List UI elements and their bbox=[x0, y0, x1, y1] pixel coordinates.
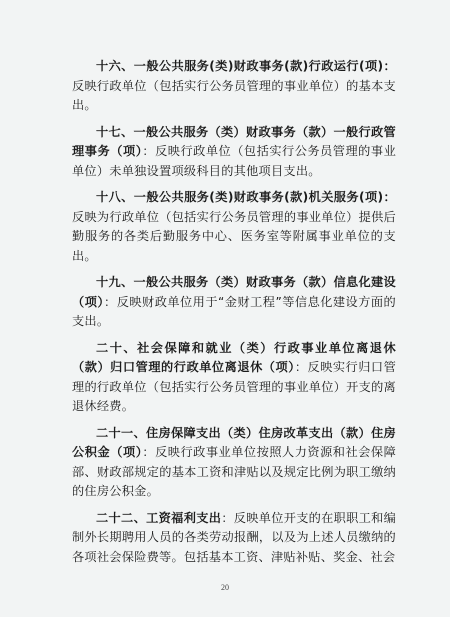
paragraph-16-text: 反映行政单位（包括实行公务员管理的事业单位）的基本支出。 bbox=[72, 78, 396, 112]
paragraph-21-text: ：反映行政事业单位按照人力资源和社会保障部、财政部规定的基本工资和津贴以及规定比例为职工缴纳的住房公积金。 bbox=[72, 445, 397, 498]
paragraph-20-heading: 二十、社会保障和就业（类）行政事业单位离退休（款）归口管理的行政单位离退休（项） bbox=[72, 340, 396, 374]
document-body bbox=[72, 57, 396, 574]
paragraph-19-text: ：反映财政单位用于“金财工程”等信息化建设方面的支出。 bbox=[72, 294, 396, 328]
paragraph-22 bbox=[72, 509, 396, 568]
paragraph-22-heading: 二十二、工资福利支出 bbox=[96, 510, 222, 525]
paragraph-20-text: ：反映实行归口管理的行政单位（包括实行公务员管理的事业单位）开支的离退休经费。 bbox=[72, 360, 397, 413]
paragraph-19 bbox=[72, 273, 396, 332]
paragraph-17 bbox=[72, 123, 396, 182]
paragraph-18 bbox=[72, 188, 396, 266]
paragraph-22-text: ：反映单位开支的在职职工和编制外长期聘用人员的各类劳动报酬，以及为上述人员缴纳的各项社会保险费等。包括基本工资、津贴补贴、奖金、社会 bbox=[72, 510, 397, 564]
paragraph-17-heading: 十七、一般公共服务（类）财政事务（款）一般行政管理事务（项） bbox=[72, 124, 396, 158]
paragraph-16 bbox=[72, 57, 396, 116]
paragraph-18-text: 反映为行政单位（包括实行公务员管理的事业单位）提供后勤服务的各类后勤服务中心、医务室等附属事业单位的支出。 bbox=[72, 209, 396, 263]
paragraph-20 bbox=[72, 339, 396, 417]
page-number: 20 bbox=[221, 583, 229, 592]
paragraph-17-text: ：反映行政单位（包括实行公务员管理的事业单位）未单独设置项级科目的其他项目支出。 bbox=[72, 144, 397, 178]
paragraph-18-heading: 十八、一般公共服务(类)财政事务(款)机关服务(项)： bbox=[96, 190, 396, 204]
paragraph-21-heading: 二十一、住房保障支出（类）住房改革支出（款）住房公积金（项） bbox=[72, 425, 396, 459]
paragraph-19-heading: 十九、一般公共服务（类）财政事务（款）信息化建设（项） bbox=[72, 275, 396, 309]
paragraph-16-heading: 十六、一般公共服务(类)财政事务(款)行政运行(项)： bbox=[96, 59, 396, 73]
paragraph-21 bbox=[72, 424, 396, 502]
